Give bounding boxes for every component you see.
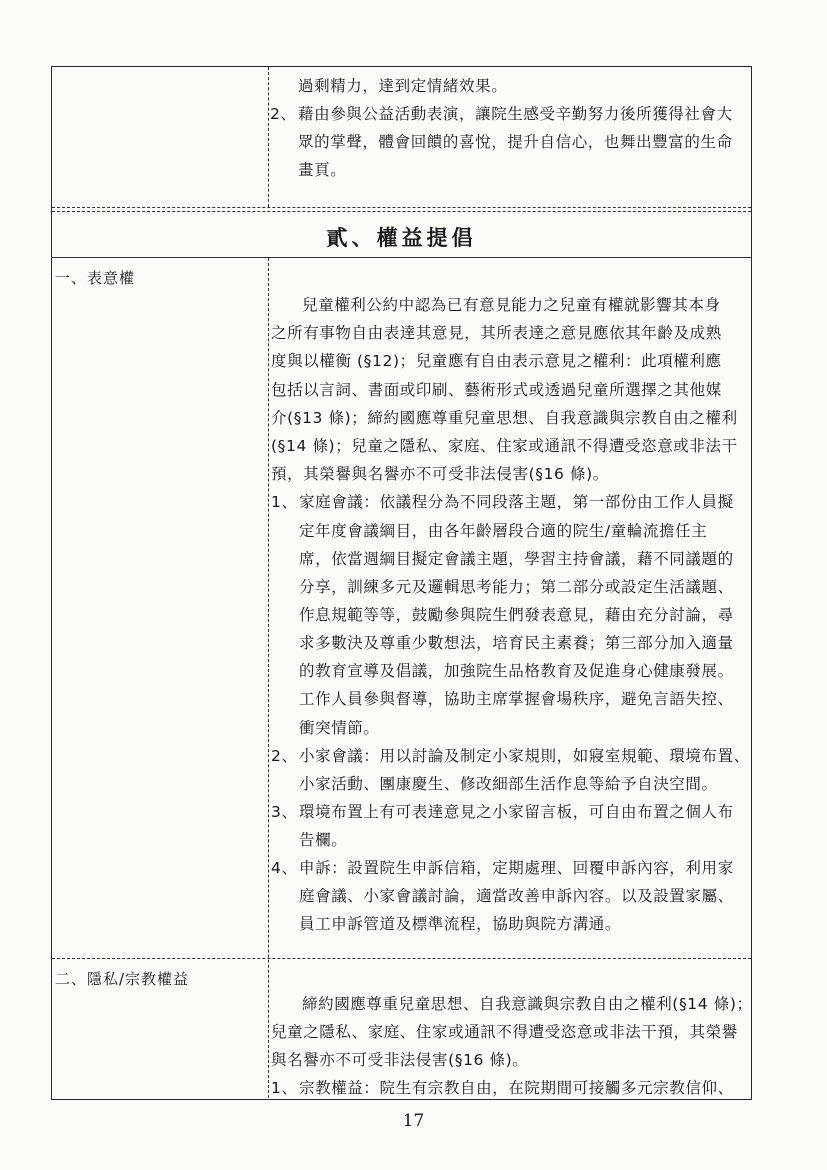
list-item-line: 分享，訓練多元及邏輯思考能力；第二部分或設定生活議題、 [299,578,734,596]
list-item-line: 作息規範等等，鼓勵參與院生們發表意見，藉由充分討論，尋 [299,606,734,624]
list-number: 1、 [271,1079,298,1097]
list-item-line: 小家活動、團康慶生、修改細部生活作息等給予自決空間。 [299,775,718,793]
paragraph-line: 兒童權利公約中認為已有意見能力之兒童有權就影響其本身 [302,296,721,314]
list-item-line: 定年度會議綱目，由各年齡層段合適的院生/童輪流擔任主 [299,522,708,540]
list-number: 2、 [270,105,297,123]
text-line: 過剩精力，達到定情緒效果。 [298,77,508,95]
paragraph-line: 締約國應尊重兒童思想、自我意識與宗教自由之權利(§14 條)； [302,995,753,1013]
list-item-line: 環境布置上有可表達意見之小家留言板，可自由布置之個人布 [299,803,734,821]
list-item-line: 告欄。 [299,831,348,849]
paragraph-line: (§14 條)；兒童之隱私、家庭、住家或通訊不得遭受恣意或非法干 [271,437,738,455]
paragraph-line: 介(§13 條)；締約國應尊重兒童思想、自我意識與宗教自由之權利 [271,409,738,427]
row-divider [52,257,751,258]
list-item-line: 庭會議、小家會議討論，適當改善申訴內容。以及設置家屬、 [299,887,734,905]
paragraph-line: 度與以權衡 (§12)；兒童應有自由表示意見之權利：此項權利應 [271,352,722,370]
paragraph-line: 兒童之隱私、家庭、住家或通訊不得遭受恣意或非法干預，其榮譽 [271,1023,738,1041]
row-label: 一、表意權 [55,269,136,287]
list-item-line: 家庭會議：依議程分為不同段落主題，第一部份由工作人員擬 [299,493,734,511]
page-number: 17 [402,1111,425,1131]
list-item-line: 求多數決及尊重少數想法，培育民主素養；第三部分加入適量 [299,634,734,652]
list-item-line: 小家會議：用以討論及制定小家規則，如寢室規範、環境布置、 [299,747,750,765]
list-item-line: 衝突情節。 [299,719,380,737]
list-number: 4、 [271,859,298,877]
list-item-line: 的教育宣導及倡議，加強院生品格教育及促進身心健康發展。 [299,662,734,680]
text-line: 藉由參與公益活動表演，讓院生感受辛勤努力後所獲得社會大 [298,105,733,123]
row-divider [52,211,751,212]
list-item-line: 申訴：設置院生申訴信箱，定期處理、回覆申訴內容，利用家 [299,859,734,877]
list-item-line: 工作人員參與督導，協助主席掌握會場秩序，避免言語失控、 [299,690,734,708]
list-number: 2、 [271,747,298,765]
paragraph-line: 預，其榮譽與名譽亦不可受非法侵害(§16 條)。 [271,465,609,483]
paragraph-line: 之所有事物自由表達其意見，其所表達之意見應依其年齡及成熟 [271,324,722,342]
text-line: 畫頁。 [298,161,347,179]
list-number: 1、 [271,493,298,511]
list-item-line: 員工申訴管道及標準流程，協助與院方溝通。 [299,915,622,933]
row-divider [52,958,751,959]
list-item-line: 席，依當週綱目擬定會議主題，學習主持會議，藉不同議題的 [299,550,734,568]
list-number: 3、 [271,803,298,821]
list-item-line: 宗教權益：院生有宗教自由，在院期間可接觸多元宗教信仰、 [299,1079,734,1097]
paragraph-line: 與名譽亦不可受非法侵害(§16 條)。 [271,1051,529,1069]
column-divider [268,67,269,207]
paragraph-line: 包括以言詞、書面或印刷、藝術形式或透過兒童所選擇之其他媒 [271,381,722,399]
section-title: 貳、權益提倡 [326,226,477,250]
column-divider [268,258,269,1098]
text-line: 眾的掌聲，體會回饋的喜悅，提升自信心，也舞出豐富的生命 [298,133,733,151]
row-label: 二、隱私/宗教權益 [55,970,190,988]
row-divider [52,207,751,208]
